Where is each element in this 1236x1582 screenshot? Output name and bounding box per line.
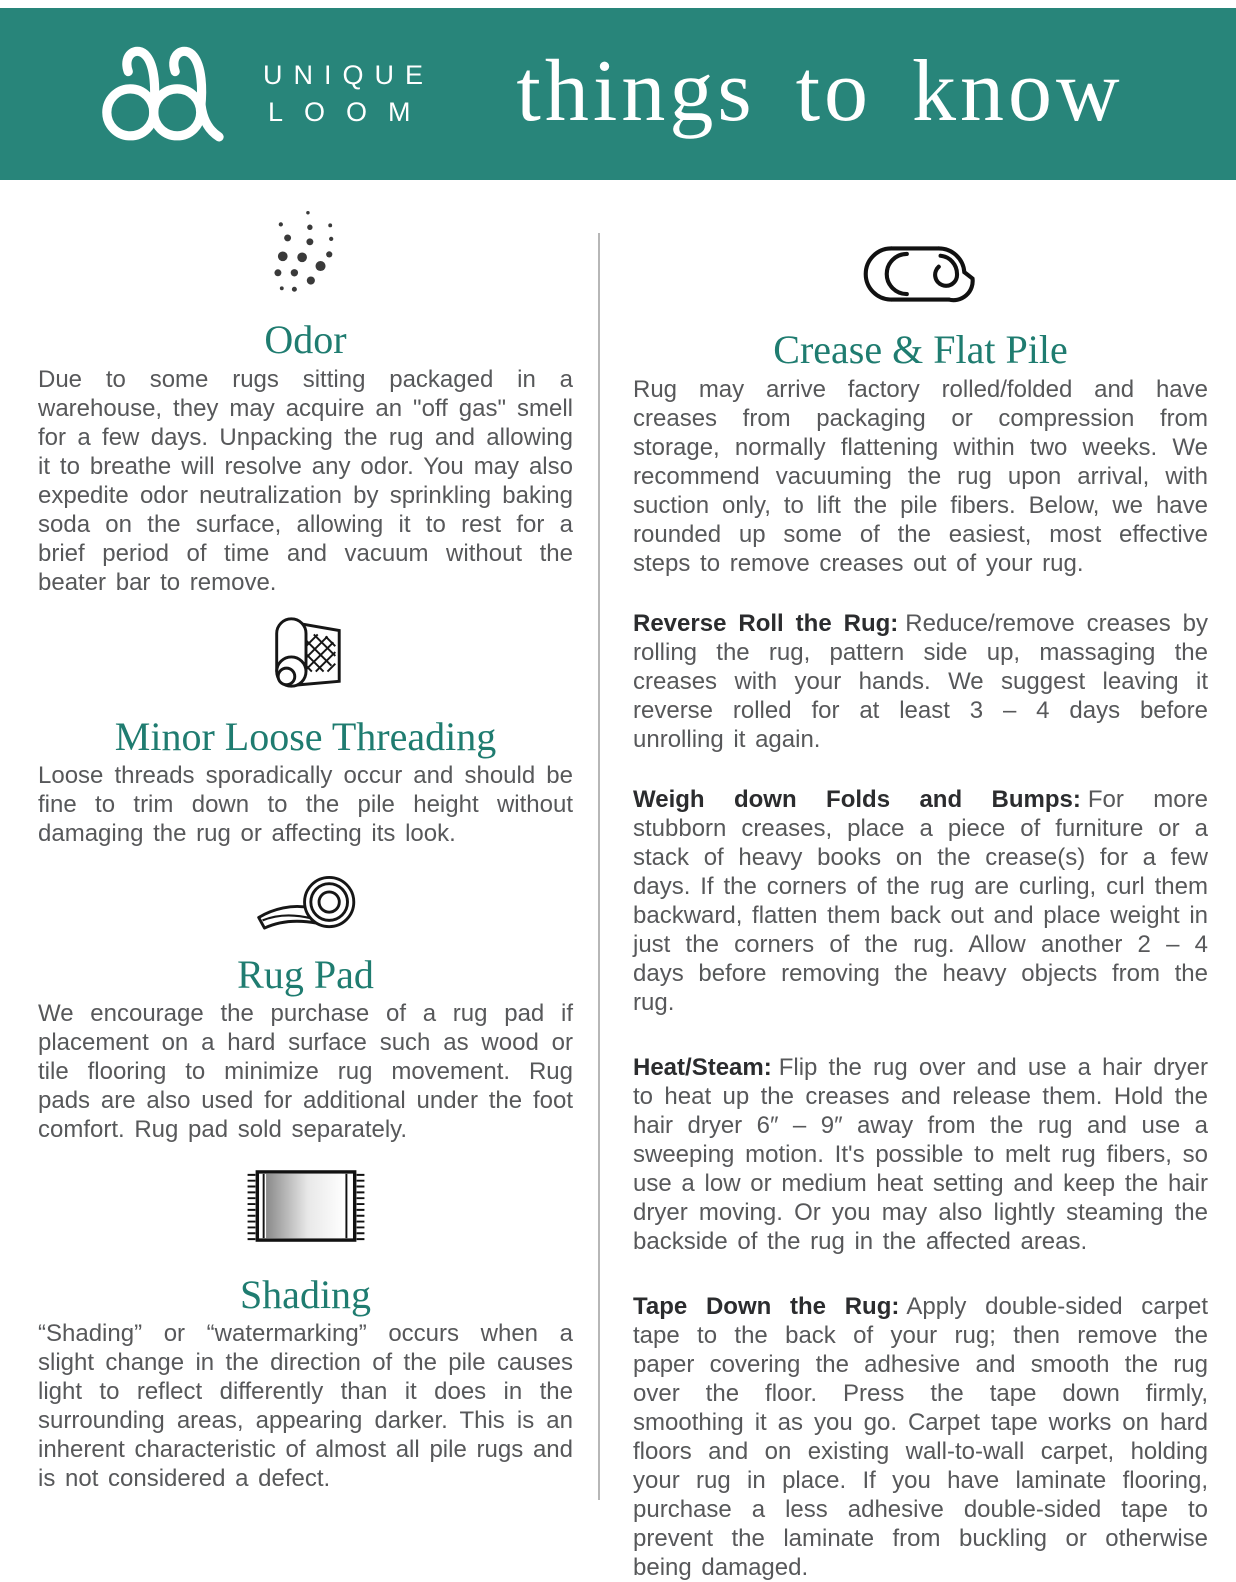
- shaded-rug-icon: [247, 1169, 365, 1243]
- tip-label-reverse-roll: Reverse Roll the Rug:: [633, 610, 899, 637]
- rug-care-info-sheet: [0, 8, 1236, 1581]
- section-body-rugpad: We encourage the purchase of a rug pad if placement on a hard surface such as wood or tile flooring to minimize rug movement. Rug pads are also used for additional under the foot comfort. Rug pad sold separately.: [38, 1000, 573, 1143]
- crease-icon-wrap: [633, 241, 1208, 307]
- rolled-rug-crosshatch-icon: [266, 611, 346, 695]
- threading-icon-wrap: [38, 611, 573, 695]
- section-body-threading: Loose threads sporadically occur and should be fine to trim down to the pile height without damaging the rug or affecting its look.: [38, 762, 573, 847]
- right-column: [633, 180, 1209, 1581]
- section-body-shading: “Shading” or “watermarking” occurs when a slight change in the direction of the pile causes light to reflect differently than it does in the surrounding areas, appearing darker. This is an inherent characteristic of almost all pile rugs and is not considered a defect.: [38, 1320, 573, 1492]
- unique-loom-logo-icon: [95, 44, 237, 144]
- tip-text-heat-steam: Flip the rug over and use a hair dryer to heat up the creases and release them. Hold the hair dryer 6″ – 9″ away from the rug and use a sweeping motion. It's possible to melt rug fibers, so use a low or medium heat setting and keep the hair dryer moving. Or you may also lightly steaming the backside of the rug in the affected areas.: [633, 1054, 1208, 1255]
- section-body-odor: Due to some rugs sitting packaged in a warehouse, they may acquire an "off gas" smell for a few days. Unpacking the rug and allowing it to breathe will resolve any odor. You may also expedite odor neutralization by sprinkling baking soda on the surface, allowing it to rest for a brief period of time and vacuum without the beater bar to remove.: [38, 366, 573, 596]
- tip-text-weigh-down: For more stubborn creases, place a piece of furniture or a stack of heavy books on the crease(s) for a few days. If the corners of the rug are curling, curl them backward, flatten them back out and place weight in just the corners of the rug. Allow another 2 – 4 days before removing the heavy objects from the rug.: [633, 786, 1208, 1016]
- tip-heat-steam: [633, 1053, 1208, 1256]
- tip-text-reverse-roll: Reduce/remove creases by rolling the rug, pattern side up, massaging the creases with your hands. We suggest leaving it reverse rolled for at least 3 – 4 days before unrolling it again.: [633, 610, 1209, 753]
- rolled-rug-side-icon: [863, 241, 978, 307]
- tip-label-tape-down: Tape Down the Rug:: [633, 1293, 900, 1320]
- odor-particles-icon: [270, 205, 342, 297]
- rug-pad-roll-icon: [250, 875, 362, 931]
- section-title-odor: Odor: [264, 317, 347, 362]
- section-title-rugpad: Rug Pad: [237, 952, 374, 997]
- brand-name: [263, 57, 434, 131]
- section-title-shading: Shading: [239, 1272, 372, 1317]
- section-title-crease: Crease & Flat Pile: [773, 327, 1068, 372]
- tip-label-heat-steam: Heat/Steam:: [633, 1054, 772, 1081]
- header-banner: [0, 8, 1236, 180]
- shading-icon-wrap: [38, 1169, 573, 1243]
- tip-reverse-roll: [633, 609, 1208, 754]
- page-title: things to know: [516, 42, 1124, 140]
- brand-logo: [95, 44, 434, 144]
- tip-label-weigh-down: Weigh down Folds and Bumps:: [633, 786, 1081, 813]
- brand-name-line1: UNIQUE: [263, 60, 435, 90]
- left-column: [38, 180, 573, 1500]
- tip-text-tape-down: Apply double-sided carpet tape to the back of your rug; then remove the paper covering the adhesive and smooth the rug over the floor. Press the tape down firmly, smoothing it as you go. Carpet tape works on hard floors and on existing wall-to-wall carpet, holding your rug in place. If you have laminate flooring, purchase a less adhesive double-sided tape to prevent the laminate from buckling or otherwise being damaged.: [633, 1293, 1208, 1581]
- tip-weigh-down: [633, 785, 1208, 1017]
- content-area: [0, 180, 1236, 1581]
- odor-icon-wrap: [38, 205, 573, 297]
- tip-tape-down: [633, 1292, 1208, 1582]
- section-title-threading: Minor Loose Threading: [114, 714, 497, 759]
- brand-name-line2: LOOM: [268, 97, 432, 127]
- section-body-crease: Rug may arrive factory rolled/folded and have creases from packaging or compression from storage, normally flattening within two weeks. We recommend vacuuming the rug upon arrival, with suction only, to lift the pile fibers. Below, we have rounded up some of the easiest, most effective steps to remove creases out of your rug.: [633, 376, 1208, 577]
- column-divider: [598, 233, 600, 1500]
- rugpad-icon-wrap: [38, 875, 573, 931]
